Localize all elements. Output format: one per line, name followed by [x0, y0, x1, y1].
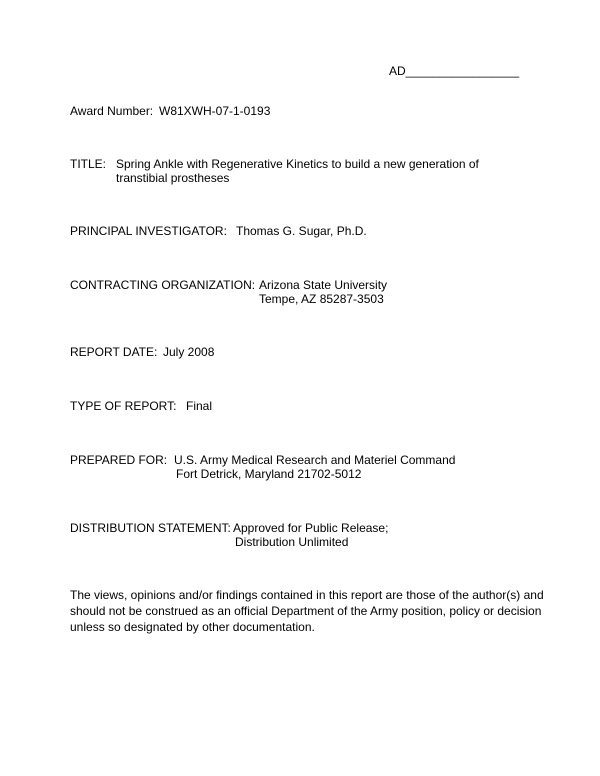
report-date-value: July 2008 [163, 345, 215, 359]
title-line-1: Spring Ankle with Regenerative Kinetics to build a new generation of [116, 157, 479, 171]
contracting-organization-line-1: Arizona State University [259, 278, 388, 292]
report-date-label: REPORT DATE: [70, 345, 158, 359]
principal-investigator-value: Thomas G. Sugar, Ph.D. [236, 224, 367, 238]
prepared-for-label: PREPARED FOR: [70, 453, 168, 467]
disclaimer-paragraph: The views, opinions and/or findings contained in this report are those of the author(s) and should not be construed as an official Department of the Army position, policy or decision unless so designated by other documentation. [70, 588, 544, 634]
report-type-value: Final [186, 399, 213, 413]
award-number-value: W81XWH-07-1-0193 [159, 104, 271, 118]
distribution-statement-line-2: Distribution Unlimited [235, 535, 349, 549]
title-line-2: transtibial prostheses [116, 171, 230, 185]
contracting-organization-label: CONTRACTING ORGANIZATION: [70, 278, 256, 292]
award-number-label: Award Number: [70, 104, 154, 118]
report-type-label: TYPE OF REPORT: [70, 399, 177, 413]
prepared-for-line-2: Fort Detrick, Maryland 21702-5012 [176, 467, 362, 481]
principal-investigator-label: PRINCIPAL INVESTIGATOR: [70, 224, 227, 238]
distribution-statement-label: DISTRIBUTION STATEMENT: [70, 521, 231, 535]
ad-number-line: AD_________________ [389, 64, 520, 78]
title-label: TITLE: [70, 157, 107, 171]
contracting-organization-line-2: Tempe, AZ 85287-3503 [259, 292, 384, 306]
prepared-for-line-1: U.S. Army Medical Research and Materiel Command [174, 453, 456, 467]
distribution-statement-line-1: Approved for Public Release; [233, 521, 389, 535]
